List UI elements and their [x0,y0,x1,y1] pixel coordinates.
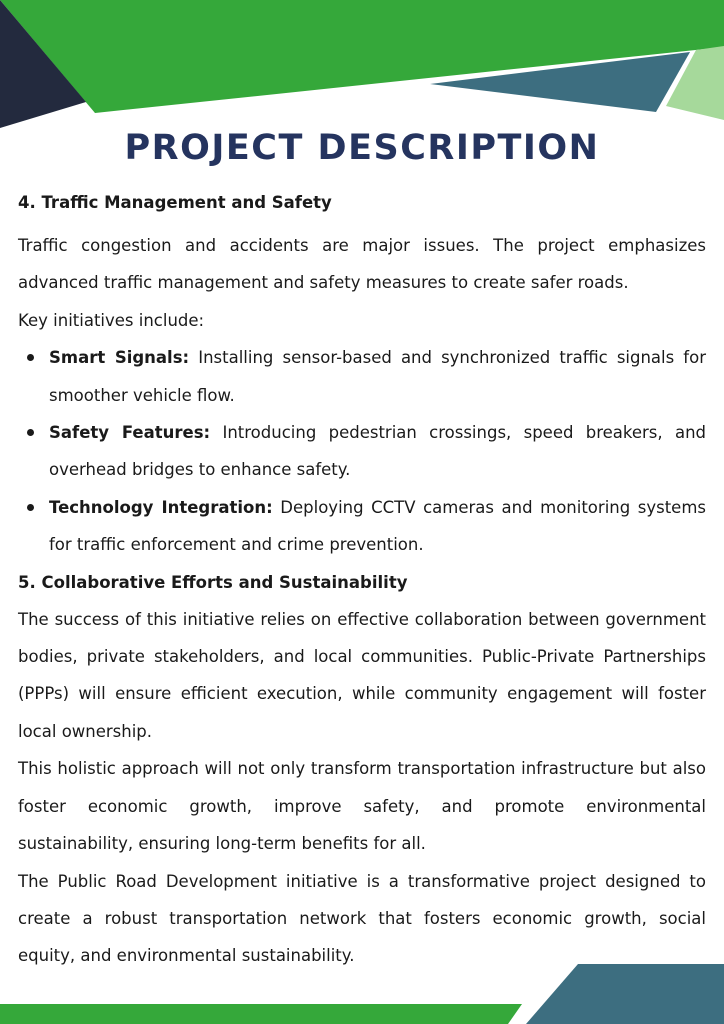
top-right-teal-band [430,52,690,112]
list-item: Technology Integration: Deploying CCTV cameras and monitoring systems for traffic enforcement and crime prevention. [49,489,706,564]
initiatives-list [18,339,706,563]
content-body [18,190,706,975]
top-green-banner [0,0,724,113]
section-lead-traffic: Key initiatives include: [18,310,205,330]
paragraph-collaboration: The success of this initiative relies on effective collaboration between government bodies, private stakeholders, and local communities. Public-Private Partnerships (PPPs) will ensure efficient execution, while community engagement will foster local ownership. [18,609,706,741]
page-title: PROJECT DESCRIPTION [124,128,600,168]
section-heading-collaboration: 5. Collaborative Efforts and Sustainability [18,572,408,592]
paragraph-summary: The Public Road Development initiative is a transformative project designed to create a robust transportation network that fosters economic growth, social equity, and environmental sustainability. [18,871,706,966]
top-left-dark-triangle [0,0,86,128]
top-right-light-green [666,46,724,120]
section-heading-traffic: 4. Traffic Management and Safety [18,193,332,212]
paragraph-holistic: This holistic approach will not only transform transportation infrastructure but also foster economic growth, improve safety, and promote environmental sustainability, ensuring long-term benefits for all. [18,759,706,854]
list-item: Smart Signals: Installing sensor-based and synchronized traffic signals for smoother vehicle flow. [49,339,706,414]
section-intro-traffic: Traffic congestion and accidents are major issues. The project emphasizes advanced traffic management and safety measures to create safer roads. [18,236,706,293]
list-item: Safety Features: Introducing pedestrian crossings, speed breakers, and overhead bridges to enhance safety. [49,414,706,489]
bottom-green-bar [0,1004,522,1024]
